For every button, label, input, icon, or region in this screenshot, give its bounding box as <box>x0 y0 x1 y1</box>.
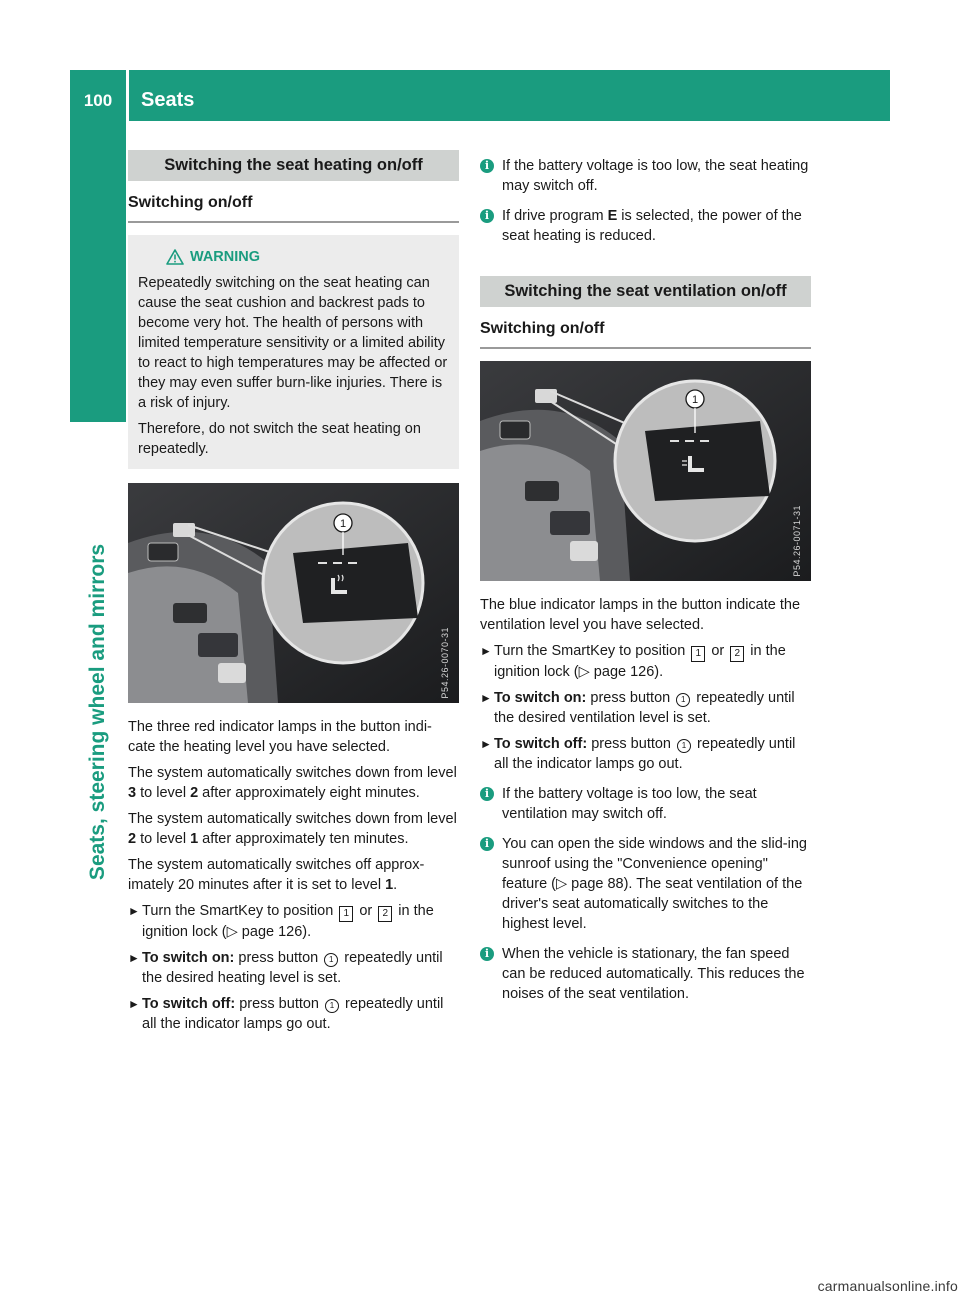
info-icon: i <box>480 947 494 961</box>
info-convenience-opening: i You can open the side windows and the slid-ing sunroof using the "Convenience opening" feature (▷ page 88). The seat ventilation of the driver's seat automatically switches to the highest level. <box>480 834 811 934</box>
heating-auto-down-2-1: The system automatically switches down from level 2 to level 1 after approximately ten minutes. <box>128 811 457 847</box>
photo-code: P54.26-0070-31 <box>440 627 450 699</box>
info-icon: i <box>480 209 494 223</box>
ventilation-indicator-text: The blue indicator lamps in the button indicate the ventilation level you have selected. <box>480 597 801 633</box>
side-tab-label: Seats, steering wheel and mirrors <box>86 543 109 881</box>
section-title-heating: Switching the seat heating on/off <box>128 150 459 181</box>
step-arrow-icon: ► <box>128 904 140 918</box>
left-column <box>128 150 459 1040</box>
step-turn-key: ► Turn the SmartKey to position 1 or 2 in the ignition lock (▷ page 126). <box>480 643 786 680</box>
page-title: Seats <box>141 89 195 111</box>
step-arrow-icon: ► <box>480 644 492 658</box>
photo-callout-1: 1 <box>691 394 699 406</box>
header-divider <box>126 70 129 121</box>
section-title-ventilation: Switching the seat ventilation on/off <box>480 276 811 307</box>
side-tab-block <box>70 121 126 422</box>
watermark: carmanualsonline.info <box>817 1278 958 1294</box>
warning-triangle-icon <box>166 249 184 265</box>
step-switch-on: ► To switch on: press button 1 repeatedly until the desired heating level is set. <box>128 950 443 986</box>
door-panel-illustration <box>480 361 811 581</box>
warning-text: Repeatedly switching on the seat heating can cause the seat cushion and backrest pads to become very hot. The health of persons with limited temperature sensitivity or a limited ability to react to high temperatures may be affected or they may even suffer burn-like injuries. There is a risk of injury. <box>138 275 448 411</box>
sub-title-heating: Switching on/off <box>128 181 459 223</box>
heating-auto-off: The system automatically switches off approx-imately 20 minutes after it is set to level 1. <box>128 857 425 893</box>
info-icon: i <box>480 159 494 173</box>
info-drive-program: i If drive program E is selected, the power of the seat heating is reduced. <box>480 206 811 246</box>
page-number: 100 <box>83 91 113 110</box>
right-column <box>480 150 811 1012</box>
photo-callout-1: 1 <box>339 518 347 530</box>
door-panel-illustration <box>128 483 459 703</box>
sub-title-ventilation: Switching on/off <box>480 307 811 349</box>
warning-box <box>128 235 459 469</box>
step-arrow-icon: ► <box>128 997 140 1011</box>
heating-auto-down-3-2: The system automatically switches down from level 3 to level 2 after approximately eight minutes. <box>128 765 457 801</box>
info-icon: i <box>480 787 494 801</box>
heating-indicator-text: The three red indicator lamps in the button indi-cate the heating level you have selected. <box>128 719 432 755</box>
photo-code: P54.26-0071-31 <box>792 505 802 577</box>
seat-ventilation-photo <box>480 361 811 581</box>
warning-header <box>138 247 288 267</box>
warning-advice: Therefore, do not switch the seat heating on repeatedly. <box>138 421 421 457</box>
step-arrow-icon: ► <box>480 691 492 705</box>
step-turn-key: ► Turn the SmartKey to position 1 or 2 in the ignition lock (▷ page 126). <box>128 903 434 940</box>
step-switch-off: ► To switch off: press button 1 repeatedly until all the indicator lamps go out. <box>480 736 796 772</box>
info-stationary-fan: i When the vehicle is stationary, the fan speed can be reduced automatically. This reduces the noises of the seat ventilation. <box>480 944 811 1004</box>
spacer <box>480 254 811 276</box>
info-battery-heating: i If the battery voltage is too low, the seat heating may switch off. <box>480 156 811 196</box>
info-icon: i <box>480 837 494 851</box>
step-arrow-icon: ► <box>480 737 492 751</box>
step-switch-on: ► To switch on: press button 1 repeatedly until the desired ventilation level is set. <box>480 690 795 726</box>
step-arrow-icon: ► <box>128 951 140 965</box>
side-tab <box>70 422 126 1002</box>
seat-heating-photo <box>128 483 459 703</box>
warning-label: WARNING <box>189 249 261 265</box>
step-switch-off: ► To switch off: press button 1 repeatedly until all the indicator lamps go out. <box>128 996 444 1032</box>
info-battery-ventilation: i If the battery voltage is too low, the seat ventilation may switch off. <box>480 784 811 824</box>
